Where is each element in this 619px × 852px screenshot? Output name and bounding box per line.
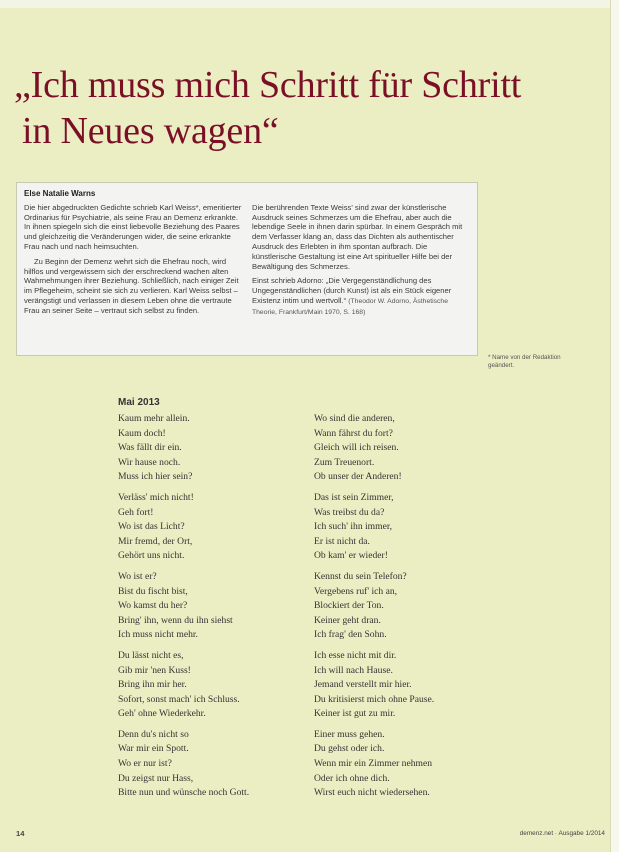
poem-line: Du lässt nicht es, — [118, 649, 184, 661]
poem-line: Wo er nur ist? — [118, 758, 172, 770]
poem-line: Gehört uns nicht. — [118, 550, 185, 562]
headline — [14, 62, 594, 154]
poem-line: Gleich will ich reisen. — [314, 442, 399, 454]
poem-line: Gib mir 'nen Kuss! — [118, 664, 191, 676]
poem-line: Einer muss gehen. — [314, 728, 385, 740]
poem-line: Kennst du sein Telefon? — [314, 570, 407, 582]
poem-line: Mir fremd, der Ort, — [118, 535, 193, 547]
intro-paragraph — [252, 276, 472, 317]
poem-stanza — [314, 412, 514, 485]
poem-line: War mir ein Spott. — [118, 743, 189, 755]
poem-stanza — [314, 491, 514, 564]
poem-line: Geh fort! — [118, 506, 154, 518]
side-note: * Name von der Redaktion geändert. — [488, 354, 561, 369]
poem-line: Du kritisierst mich ohne Pause. — [314, 693, 435, 705]
poem-line: Verläss' mich nicht! — [118, 491, 194, 503]
poem-line: Bist du fischt bist, — [118, 585, 188, 597]
poem-line: Was fällt dir ein. — [118, 442, 182, 454]
poem-line: Wenn mir ein Zimmer nehmen — [314, 758, 433, 770]
headline-line-2: in Neues wagen“ — [22, 110, 279, 152]
poem-line: Bring ihn mir her. — [118, 679, 187, 691]
poem-line: Kaum doch! — [118, 427, 166, 439]
page-number: 14 — [16, 829, 25, 838]
page-edge-right — [610, 0, 619, 852]
adorno-quote: Einst schrieb Adorno: „Die Vergegenständlichung des Ungegenständlichen (durch Kunst) ist als ein Stück eigener Existenz intim und wertvoll.“ — [252, 276, 452, 305]
intro-paragraph: Die hier abgedruckten Gedichte schrieb Karl Weiss*, emeritierter Ordinarius für Psychiatrie, als seine Frau an Demenz erkrankte. In ihnen spiegeln sich die einst liebevolle Beziehung des Paares und gleichzeitig die Veränderungen wider, die seine erkrankte Frau nach und nach heimsuchten. — [24, 202, 242, 251]
poem-line: Ich will nach Hause. — [314, 664, 393, 676]
poem-stanza — [314, 570, 514, 643]
intro-paragraph: Zu Beginn der Demenz wehrt sich die Ehefrau noch, wird hilflos und vergewissern sich der erschreckend wachen alten Wahrnehmungen ihrer Beziehung. Schließlich, nach einiger Zeit im Pflegeheim, scheint sie sich zu verlieren. Karl Weiss selbst – verängstigt und verlassen in diesem Leben ohne die vertraute Frau an seiner Seite – vertraut sich selbst zu finden. — [24, 256, 239, 315]
poem-stanza — [314, 728, 514, 801]
poem-line: Bitte nun und wünsche noch Gott. — [118, 787, 250, 799]
poem-line: Vergebens ruf' ich an, — [314, 585, 398, 597]
poem-line: Geh' ohne Wiederkehr. — [118, 708, 206, 720]
page-edge — [0, 0, 619, 8]
poem-line: Wirst euch nicht wiedersehen. — [314, 787, 430, 799]
poem-column-right — [314, 412, 514, 807]
poem-line: Ob kam' er wieder! — [314, 550, 388, 562]
poem-line: Wo ist das Licht? — [118, 521, 185, 533]
headline-line-1: „Ich muss mich Schritt für Schritt — [14, 64, 522, 106]
poem-stanza — [118, 570, 318, 643]
poem-line: Du zeigst nur Hass, — [118, 772, 194, 784]
poem-line: Wo kamst du her? — [118, 600, 188, 612]
poem-stanza — [314, 649, 514, 722]
poem-line: Bring' ihn, wenn du ihn siehst — [118, 614, 233, 626]
intro-column-left — [24, 203, 244, 323]
poem-line: Er ist nicht da. — [314, 535, 370, 547]
poem-heading: Mai 2013 — [118, 397, 160, 408]
poem-column-left — [118, 412, 318, 807]
magazine-name: demenz.net · Ausgabe 1/2014 — [519, 830, 605, 837]
poem-line: Blockiert der Ton. — [314, 600, 384, 612]
intro-paragraph: Die berührenden Texte Weiss' sind zwar der künstlerische Ausdruck seines Schmerzes um die Ehefrau, aber auch die lebendige Seele in ihnen darin spürbar. In einem Gespräch mit dem Verfasser klang an, dass das Dichten als authentischer Ausdruck des Erlebten in ihm spontan aufbrach. Die künstlerische Gestaltung ist eine Art spiritueller Hilfe bei der Bewältigung des Schmerzes. — [252, 202, 463, 271]
poem-stanza — [118, 412, 318, 485]
poem-stanza — [118, 491, 318, 564]
poem-line: Wo ist er? — [118, 570, 157, 582]
poem-line: Muss ich hier sein? — [118, 471, 193, 483]
poem-line: Ich frag' den Sohn. — [314, 629, 387, 641]
poem-line: Jemand verstellt mir hier. — [314, 679, 412, 691]
poem-line: Ich such' ihn immer, — [314, 521, 393, 533]
poem-stanza — [118, 649, 318, 722]
poem-line: Denn du's nicht so — [118, 728, 189, 740]
poem-line: Keiner ist gut zu mir. — [314, 708, 396, 720]
poem-line: Kaum mehr allein. — [118, 413, 190, 424]
poem-line: Was treibst du da? — [314, 506, 385, 518]
poem-line: Ich muss nicht mehr. — [118, 629, 198, 641]
poem-line: Das ist sein Zimmer, — [314, 491, 394, 503]
poem-line: Wann fährst du fort? — [314, 427, 393, 439]
poem-line: Ob unser der Anderen! — [314, 471, 402, 483]
poem-line: Du gehst oder ich. — [314, 743, 385, 755]
poem-line: Wo sind die anderen, — [314, 413, 395, 424]
poem-line: Oder ich ohne dich. — [314, 772, 390, 784]
author-name: Else Natalie Warns — [24, 189, 96, 198]
poem-line: Wir hause noch. — [118, 456, 181, 468]
poem-stanza — [118, 728, 318, 801]
intro-box — [16, 182, 478, 356]
poem-line: Zum Treuenort. — [314, 456, 375, 468]
intro-column-right — [252, 203, 472, 323]
poem-line: Keiner geht dran. — [314, 614, 381, 626]
poem-line: Ich esse nicht mit dir. — [314, 649, 397, 661]
citation: (Theodor W. Adorno, Ästhetische Theorie, Frankfurt/Main 1970, S. 168) — [252, 297, 448, 316]
poem-line: Sofort, sonst mach' ich Schluss. — [118, 693, 240, 705]
